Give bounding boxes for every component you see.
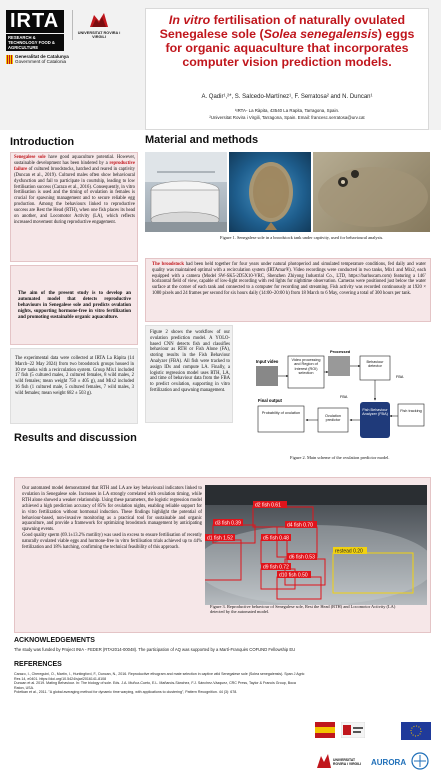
intro-lead: Senegalese sole bbox=[14, 155, 46, 160]
authors: A. Qadir¹,²*, S. Salcedo-Martínez¹, F. Serratosa² and N. Duncan¹ bbox=[201, 94, 373, 100]
probability-label: Probability of ovulation bbox=[261, 411, 301, 415]
urv-small-logo-icon bbox=[315, 752, 333, 770]
sole-underwater-photo bbox=[229, 152, 311, 232]
figure-2-caption: Figure 2. Main scheme of the ovulation predictor model. bbox=[290, 455, 390, 460]
irta-logo-tagline: RESEARCH & TECHNOLOGY FOOD & AGRICULTURE bbox=[6, 34, 64, 51]
detection-label-d6: d6 fish 0.53 bbox=[289, 554, 315, 561]
detection-label-d2: d2 fish 0.61 bbox=[255, 502, 281, 509]
affiliation-2: ²Universitat Rovira i Virgili, Tarragona, Spain. Email: francesc.serratosa@urv.cat bbox=[209, 115, 365, 120]
detection-label-resthead: restead 0.20 bbox=[335, 548, 363, 555]
reference-item: Poletkan et al., 2011. "A global averaging method for dynamic time warping, with applications to clustering", Pattern Recognition. 44 (3): 678. bbox=[14, 690, 238, 694]
title-part-1: fertilisation of naturally ovulated Senegalese sole ( bbox=[159, 13, 406, 41]
urv-small-logo-text: UNIVERSITAT ROVIRA i VIRGILI bbox=[333, 758, 362, 766]
ovulation-predictor-label: Ovulation predictor bbox=[324, 414, 342, 423]
detection-label-d9: d9 fish 0.72 bbox=[263, 564, 289, 571]
irta-logo: IRTA bbox=[6, 10, 64, 33]
detection-label-d3: d3 fish 0.39 bbox=[215, 520, 241, 527]
results-paragraph-2: Good quality sperm (69.1±13.2% motility) was used in excess to ensure fertilisation of recently naturally ovulated viable eggs and hormone-free in vitro fertilisation trials achieved up to 44% fertilization and 18% hatching, confirming the technical feasibility of this approach. bbox=[22, 533, 202, 551]
detection-overlay bbox=[205, 485, 427, 605]
title-species: Solea senegalensis bbox=[263, 27, 378, 41]
input-video-label: Input video bbox=[256, 359, 279, 364]
methods-body: had been held together for four years under natural photoperiod and simulated temperature conditions, fed daily and water quality was maintained optimal with a recirculation system (IRTAmar®). Video recordings were conducted in two tanks, Mix1 and Mix2, each equipped with a camera (Model SW-SK5-2D5X10-VRC, Shenzhen Zhiyong Industrial Co., LTD, https://barluscam.com) featuring a 146˚ horizontal field of view, capable of low-light recording with red lights for nighttime observation. Cameras were positioned just below the water surface at the corner of each tank and connected to a computer for recording and streaming. Fish activity was recorded continuously at 1920 × 1080 pixels and 24 frames per second for six hours daily (14:00–20:00 h) from 18 March to 6 May, covering a total of 300 hours per tank. bbox=[152, 262, 426, 296]
sole-illustration bbox=[229, 152, 311, 232]
results-heading: Results and discussion bbox=[14, 432, 137, 444]
figure-1-caption: Figure 1. Senegalese sole in a broodstock tank under captivity, used for behavioural analysis. bbox=[220, 235, 384, 240]
partner-logo-icon bbox=[409, 752, 431, 770]
methods-lead: The broodstock bbox=[152, 262, 184, 267]
results-paragraph-1: Our automated model demonstrated that RTH and LA are key behavioural indicators linked to ovulation in Senegalese sole. Increases in LA strongly correlated with ovulation timing, while RTH alone showed a weaker relationship. Using these parameters, the logistic regression model achieved a high prediction accuracy of 85% for ovulation nights, enabling reliable support for in vitro fertilization without hormonal induction. These findings highlight the potential of behaviour-based, non-invasive monitoring as a practical tool for sustainable and organic aquaculture, and provide a framework for optimizing broodstock management by anticipating spawning events. bbox=[22, 486, 202, 533]
title-part-2: ) eggs for organic aquaculture that incorporates computer vision prediction models. bbox=[165, 27, 415, 69]
aim-text: The aim of the present study is to develop an automated model that detects reproductive behaviours in Senegalese sole and predicts ovulation nights, supporting hormone-free in vitro fertilization and promoting sustainable organic aquaculture. bbox=[18, 291, 131, 320]
gencat-flag-icon bbox=[6, 55, 13, 64]
fba-database-label: Fish Behaviour Analyzer (FBA) bbox=[362, 408, 388, 417]
final-output-label: Final output bbox=[258, 398, 282, 403]
introduction-heading: Introduction bbox=[10, 136, 75, 148]
gencat-subtitle: Government of Catalonia bbox=[15, 59, 67, 65]
input-video-thumbnail bbox=[256, 366, 278, 386]
intro-text-1: have good aquaculture potential. However, sustainable development has been hindered by a bbox=[14, 155, 136, 166]
methods-heading: Material and methods bbox=[145, 134, 259, 146]
workflow-text: Figure 2 shows the workflow of our ovulation prediction model. A YOLO-based CNN detects fish and classifies behaviour as RTH or Fish Alone (FA), storing results in the Fish Behaviour Analyzer (FBA). All fish were tracked to assign IDs and compute LA. Finally, a logistic regression model uses RTH, LA, and time of behaviour data from the FBA to predict ovulation, supporting in vitro fertilization and spawning management. bbox=[150, 330, 230, 393]
acknowledgements-heading: ACKNOWLEDGEMENTS bbox=[14, 637, 95, 644]
figure-3-caption: Figure 3. Reproductive behaviour of Senegalese sole, Rest the Head (RTH) and Locomotor Activity (LA) detected by the automated model. bbox=[210, 604, 396, 615]
introduction-text bbox=[14, 155, 135, 226]
affiliation-1: ¹IRTA- La Ràpita, 43540 La Rapita, Tarragona, Spain. bbox=[234, 108, 340, 113]
preprocessing-label: Video processing and Region of Interest (ROI) selection bbox=[291, 358, 321, 376]
processed-label: Processed bbox=[330, 349, 351, 354]
urv-crest-icon bbox=[88, 11, 110, 29]
intro-highlight: reproductive failure bbox=[14, 160, 135, 172]
references-list bbox=[14, 672, 306, 695]
acknowledgements-text: The study was funded by Project INIA - FEDER (RTA2014-00048). The participation of AQ was supported by a Martí-Franquès COFUND Fellowship EU bbox=[14, 647, 296, 652]
gencat-name: Generalitat de Catalunya bbox=[15, 54, 69, 59]
references-heading: REFERENCES bbox=[14, 661, 62, 668]
detection-label-d4: d4 fish 0.70 bbox=[287, 522, 313, 529]
title-italic-part: In vitro bbox=[168, 13, 211, 27]
tank-illustration bbox=[145, 152, 227, 232]
funder-logos bbox=[313, 722, 435, 778]
workflow-diagram bbox=[256, 344, 428, 452]
detection-label-d1: d1 fish 1.52 bbox=[207, 535, 233, 542]
sole-closeup-photo bbox=[313, 152, 430, 232]
reference-item: Carazo, I., Chereguini, O., Martín, I., Huntingford, F., Duncan, N., 2016. Reproductive ethogram and mate selection in captive wild Senegalese sole (Solea senegalensis). Span J Agric Res 14, e0401. https://doi.org/10.5424/sjar/2016141-8108 bbox=[14, 672, 305, 681]
methods-text bbox=[152, 262, 426, 297]
detection-label-d5: d5 fish 0.48 bbox=[263, 535, 289, 542]
eu-flag-icon bbox=[401, 722, 431, 740]
processed-thumbnail bbox=[328, 356, 350, 376]
behaviour-detector-label: Behaviour detector bbox=[366, 360, 384, 369]
detection-label-d10: d10 fish 0.50 bbox=[279, 572, 308, 579]
fba-arrow-label-right: FBA bbox=[396, 375, 404, 379]
aurora-logo: AURORA bbox=[371, 758, 407, 767]
experiment-text: The experimental data were collected at IRTA La Ràpita (14 March–22 May 2024) from two broodstock groups housed in 10 m³ tanks with a recirculation system. Group Mix1 included 17 fish (5 cultured males, 2 cultured females, 8 wild males, 2 wild females; mean weight 750 ± 405 g), and Mix2 included 16 fish (1 cultured male, 5 cultured females, 7 wild males, 3 wild females; mean weight 682 ± 503 g). bbox=[15, 356, 134, 396]
fba-arrow-label-left: FBA bbox=[340, 395, 348, 399]
reference-item: Duncan et al. 2019. Mating Behaviour. In: The biology of sole. Eds. J.A. Muñoz-Cueto, E.L. Mañanós-Sánchez, F.J. Sánchez-Vázquez, CRC Press, Taylor & Francis Group, Boca Raton, USA. bbox=[14, 681, 296, 690]
urv-logo-text: UNIVERSITAT ROVIRA i VIRGILI bbox=[77, 31, 121, 39]
sole-closeup-illustration bbox=[313, 152, 430, 232]
spain-government-logo-icon bbox=[315, 722, 335, 738]
gencat-logo-text bbox=[15, 54, 69, 64]
intro-text-2: of cultured broodstocks, hatched and reared in captivity (Duncan et al., 2019). Cultured males often show behavioural dysfunction and fail to participate in courtship, leading to low fertilisation success (Carazo et al., 2016). Consequently, in vitro fertilisation is used and the timing of ovulation in females is crucial for spawning management and to secure reliable egg production. Among the behaviours linked to reproductive success are Rest the Head (RTH), when one fish places its head on another, and Locomotor Activity (LA), which reflects increased movement during reproductive engagement. bbox=[14, 166, 135, 225]
poster-title bbox=[150, 13, 424, 69]
ministry-logo-icon bbox=[341, 722, 365, 738]
fish-tracking-label: Fish tracking bbox=[400, 409, 422, 413]
broodstock-tank-photo bbox=[145, 152, 227, 232]
detection-video-frame bbox=[205, 485, 427, 605]
results-text bbox=[22, 486, 202, 551]
